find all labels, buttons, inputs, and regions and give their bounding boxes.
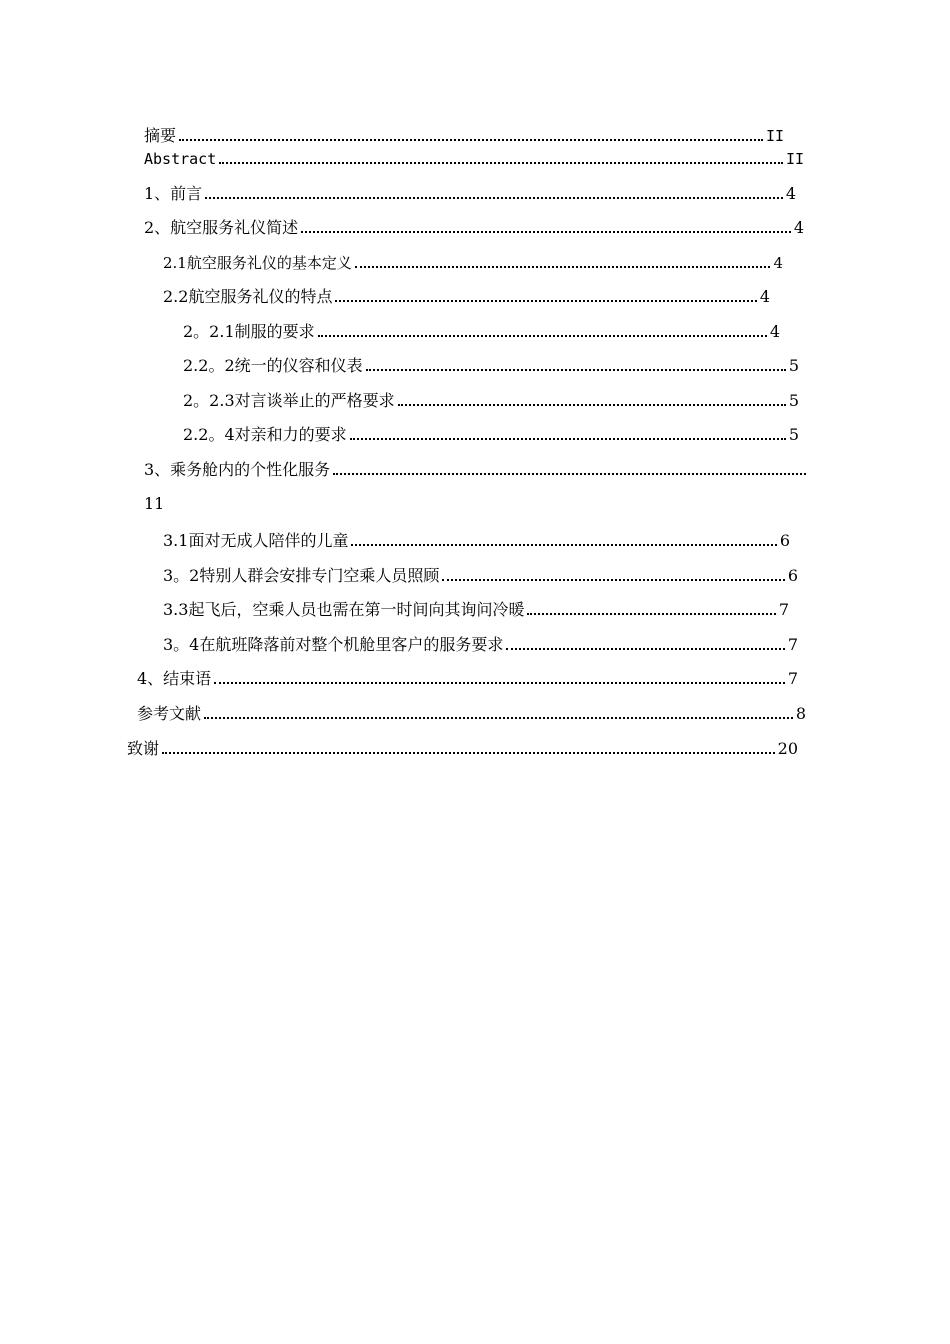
- toc-dot-leader: [351, 544, 776, 546]
- toc-entry-title: 参考文献: [137, 704, 202, 723]
- toc-entry-page: 4: [793, 218, 804, 237]
- toc-entry-page: 7: [787, 669, 798, 688]
- toc-dot-leader: [179, 139, 763, 141]
- toc-entry-page: 5: [788, 356, 799, 375]
- toc-entry-title: 4、结束语: [137, 669, 212, 688]
- toc-dot-leader: [506, 648, 784, 650]
- toc-entry-page: II: [785, 150, 804, 168]
- toc-dot-leader: [214, 682, 785, 684]
- toc-dot-leader: [301, 231, 791, 233]
- toc-entry-3-2: [163, 562, 798, 586]
- toc-entry-page-wrapped: 11: [144, 494, 165, 513]
- toc-entry-page: 8: [795, 704, 806, 723]
- toc-entry-title: 2.1航空服务礼仪的基本定义: [163, 254, 352, 272]
- toc-entry-page: 4: [769, 322, 780, 341]
- toc-entry-page: 4: [785, 184, 796, 203]
- toc-dot-leader: [219, 162, 783, 164]
- toc-entry-2-2-1: [183, 318, 780, 342]
- toc-entry-title: 2.2航空服务礼仪的特点: [163, 287, 333, 306]
- toc-entry-title: 3。4在航班降落前对整个机舱里客户的服务要求: [163, 635, 504, 654]
- toc-entry-title: 2。2.1制服的要求: [183, 322, 315, 341]
- toc-entry-chapter-2: [144, 214, 804, 238]
- toc-entry-conclusion: [137, 665, 798, 689]
- toc-entry-2-1: [163, 249, 783, 273]
- toc-entry-title: 3、乘务舱内的个性化服务: [144, 460, 331, 479]
- toc-entry-title: 3。2特别人群会安排专门空乘人员照顾: [163, 566, 440, 585]
- toc-dot-leader: [318, 335, 767, 337]
- toc-dot-leader: [442, 579, 784, 581]
- toc-entry-page: 4: [759, 287, 770, 306]
- toc-dot-leader: [335, 300, 756, 302]
- toc-entry-page: 4: [773, 254, 783, 272]
- toc-entry-page: 7: [787, 635, 798, 654]
- toc-entry-page: 20: [777, 739, 798, 758]
- toc-entry-2-2-4: [183, 421, 799, 445]
- toc-dot-leader: [162, 752, 775, 754]
- toc-entry-2-2-2: [183, 352, 799, 376]
- toc-entry-abstract-cn: [144, 122, 784, 146]
- toc-entry-page: II: [765, 127, 784, 145]
- toc-dot-leader: [205, 197, 783, 199]
- toc-entry-title: 2、航空服务礼仪简述: [144, 218, 299, 237]
- toc-entry-title: 2.2。4对亲和力的要求: [183, 425, 347, 444]
- toc-entry-page: 7: [778, 600, 789, 619]
- toc-entry-page: 6: [787, 566, 798, 585]
- toc-entry-title: 摘要: [144, 126, 177, 145]
- toc-dot-leader: [333, 473, 806, 475]
- toc-entry-2-2: [163, 283, 770, 307]
- toc-dot-leader: [527, 613, 775, 615]
- toc-dot-leader: [398, 404, 786, 406]
- toc-entry-page: 5: [788, 391, 799, 410]
- toc-entry-3-1: [163, 527, 790, 551]
- toc-entry-3-4: [163, 631, 798, 655]
- toc-entry-2-2-3: [183, 387, 799, 411]
- toc-entry-title: 3.1面对无成人陪伴的儿童: [163, 531, 349, 550]
- toc-dot-leader: [366, 369, 786, 371]
- toc-entry-title: 3.3起飞后，空乘人员也需在第一时间向其询问冷暖: [163, 600, 525, 619]
- toc-dot-leader: [350, 438, 786, 440]
- toc-entry-title: 2。2.3对言谈举止的严格要求: [183, 391, 395, 410]
- toc-entry-page: 5: [788, 425, 799, 444]
- toc-entry-title: 2.2。2统一的仪容和仪表: [183, 356, 363, 375]
- toc-entry-title: Abstract: [144, 150, 217, 168]
- toc-dot-leader: [204, 717, 793, 719]
- toc-entry-title: 1、前言: [144, 184, 203, 203]
- toc-dot-leader: [355, 266, 771, 268]
- toc-entry-chapter-3: [144, 456, 806, 480]
- toc-entry-abstract-en: [144, 145, 804, 169]
- toc-entry-page: 6: [779, 531, 790, 550]
- toc-entry-references: [137, 700, 806, 724]
- toc-entry-title: 致谢: [127, 739, 160, 758]
- toc-entry-3-3: [163, 596, 789, 620]
- toc-entry-preface: [144, 180, 796, 204]
- toc-entry-acknowledgements: [127, 735, 798, 759]
